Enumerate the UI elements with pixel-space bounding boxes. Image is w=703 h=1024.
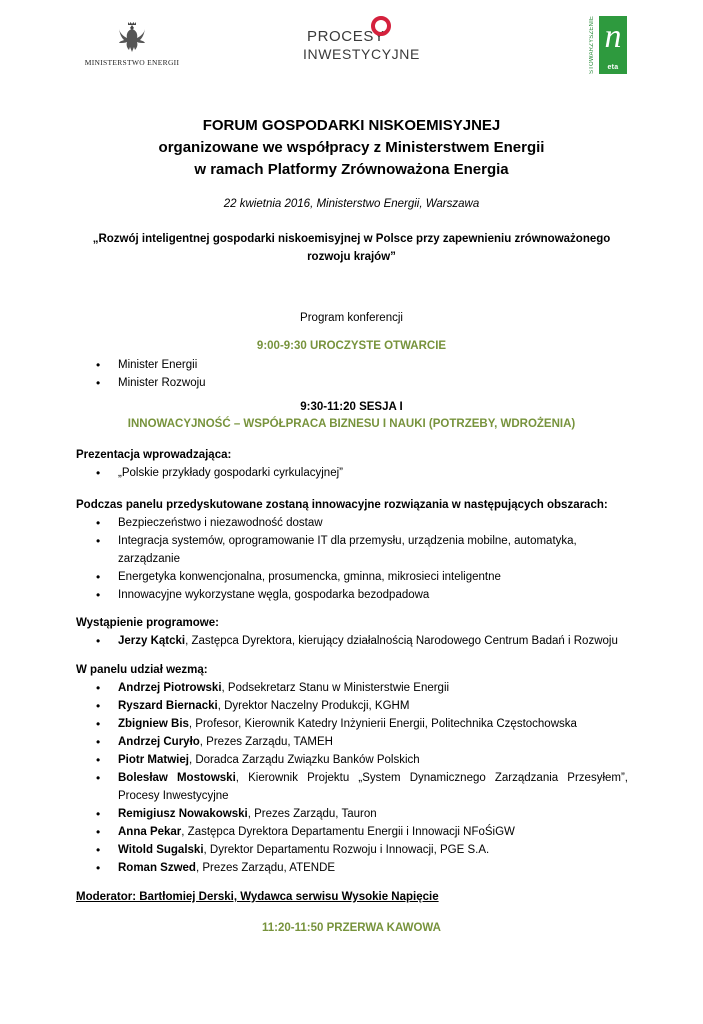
panelist-role: , Dyrektor Naczelny Produkcji, KGHM — [217, 700, 410, 712]
list-item: • Energetyka konwencjonalna, prosumencka, gminna, mikrosieci inteligentne — [76, 568, 628, 586]
opening-list — [76, 356, 628, 392]
list-item — [76, 751, 628, 769]
keynote-section — [76, 614, 628, 650]
list-item: • Innowacyjne wykorzystane węgla, gospodarka bezodpadowa — [76, 586, 628, 604]
intro-label: Prezentacja wprowadzająca: — [76, 449, 232, 461]
topic-line-1: „Rozwój inteligentnej gospodarki niskoemisyjnej w Polsce przy zapewnieniu zrównoważonego — [92, 233, 611, 245]
topic-line-2: rozwoju krajów” — [307, 251, 396, 263]
list-item — [76, 841, 628, 859]
date-location: 22 kwietnia 2016, Ministerstwo Energii, Warszawa — [223, 198, 480, 210]
ministry-name: MINISTERSTWO ENERGII — [84, 58, 180, 67]
procesy-logo-line2: INWESTYCYJNE — [303, 46, 420, 62]
list-item — [76, 679, 628, 697]
list-item — [76, 632, 628, 650]
panel-section — [76, 661, 628, 877]
panelist-role: , Prezes Zarządu, TAMEH — [199, 736, 333, 748]
red-ring-icon — [371, 16, 391, 36]
list-item: • Minister Rozwoju — [76, 374, 628, 392]
areas-label: Podczas panelu przedyskutowane zostaną innowacyjne rozwiązania w następujących obszarach: — [76, 499, 608, 511]
panelist-name: Anna Pekar — [118, 826, 182, 838]
list-item — [76, 733, 628, 751]
stowarzyszenie-green-box — [599, 16, 627, 74]
list-item — [76, 715, 628, 733]
coffee-break-heading: 11:20-11:50 PRZERWA KAWOWA — [262, 922, 441, 934]
list-item-text-continued: zarządzanie — [118, 553, 181, 565]
areas-section — [76, 496, 628, 604]
panelist-role: , Profesor, Kierownik Katedry Inżynierii Energii, Politechnika Częstochowska — [188, 718, 577, 730]
panelist-name: Andrzej Curyło — [118, 736, 200, 748]
speaker-role: , Zastępca Dyrektora, kierujący działalnością Narodowego Centrum Badań i Rozwoju — [185, 635, 618, 647]
title-line-3: w ramach Platformy Zrównoważona Energia — [194, 161, 509, 178]
panelist-name: Zbigniew Bis — [118, 718, 189, 730]
list-item — [76, 769, 628, 787]
keynote-label: Wystąpienie programowe: — [76, 617, 219, 629]
list-item: • „Polskie przykłady gospodarki cyrkulacyjnej” — [76, 464, 628, 482]
list-item — [76, 805, 628, 823]
panelist-role: , Prezes Zarządu, Tauron — [247, 808, 377, 820]
moderator-line: Moderator: Bartłomiej Derski, Wydawca serwisu Wysokie Napięcie — [76, 891, 439, 903]
speaker-name: Jerzy Kątcki — [118, 635, 186, 647]
conference-topic — [90, 230, 613, 266]
panelist-role: , Kierownik Projektu „System Dynamicznego Zarządzania Przesyłem”, — [235, 772, 629, 784]
panelist-name: Bolesław Mostowski — [118, 772, 236, 784]
list-item-continuation: Procesy Inwestycyjne — [118, 790, 229, 802]
title-line-2: organizowane we współpracy z Ministerstwem Energii — [158, 139, 545, 156]
list-item — [76, 532, 628, 568]
list-item — [76, 859, 628, 877]
panelist-name: Roman Szwed — [118, 862, 196, 874]
intro-section — [76, 446, 628, 482]
panelist-name: Piotr Matwiej — [118, 754, 189, 766]
list-item-text: Integracja systemów, oprogramowanie IT dla przemysłu, urządzenia mobilne, automatyka, — [118, 535, 577, 547]
panelist-role: , Doradca Zarządu Związku Banków Polskich — [188, 754, 420, 766]
title-line-1: FORUM GOSPODARKI NISKOEMISYJNEJ — [202, 117, 501, 134]
panelist-role: , Dyrektor Departamentu Rozwoju i Innowacji, PGE S.A. — [203, 844, 490, 856]
eagle-emblem-icon — [117, 22, 147, 54]
list-item — [76, 823, 628, 841]
list-item — [76, 697, 628, 715]
stowarzyszenie-small-text: eta — [607, 64, 619, 71]
list-item: • Bezpieczeństwo i niezawodność dostaw — [76, 514, 628, 532]
panelist-name: Remigiusz Nowakowski — [118, 808, 248, 820]
panelist-role: , Prezes Zarządu, ATENDE — [195, 862, 336, 874]
panelist-name: Andrzej Piotrowski — [118, 682, 222, 694]
panelist-role: , Podsekretarz Stanu w Ministerstwie Energii — [221, 682, 450, 694]
panelist-name: Witold Sugalski — [118, 844, 204, 856]
panelist-role: , Zastępca Dyrektora Departamentu Energii i Innowacji NFoŚiGW — [181, 826, 515, 838]
opening-heading: 9:00-9:30 UROCZYSTE OTWARCIE — [256, 340, 447, 352]
stowarzyszenie-vertical-text: STOWARZYSZENIE — [589, 16, 595, 74]
n-letter-icon: n — [604, 18, 622, 55]
procesy-inwestycyjne-logo — [303, 16, 423, 60]
document-title — [0, 115, 703, 181]
panelist-name: Ryszard Biernacki — [118, 700, 218, 712]
list-item: • Minister Energii — [76, 356, 628, 374]
procesy-logo-line1: PROCESY — [307, 28, 385, 45]
program-label: Program konferencji — [300, 312, 403, 324]
ministry-logo — [78, 22, 186, 67]
panel-label: W panelu udział wezmą: — [76, 664, 208, 676]
stowarzyszenie-logo — [589, 16, 629, 74]
session-heading: 9:30-11:20 SESJA I — [300, 401, 403, 413]
session-subheading: INNOWACYJNOŚĆ – WSPÓŁPRACA BIZNESU I NAUKI (POTRZEBY, WDROŻENIA) — [127, 418, 576, 430]
